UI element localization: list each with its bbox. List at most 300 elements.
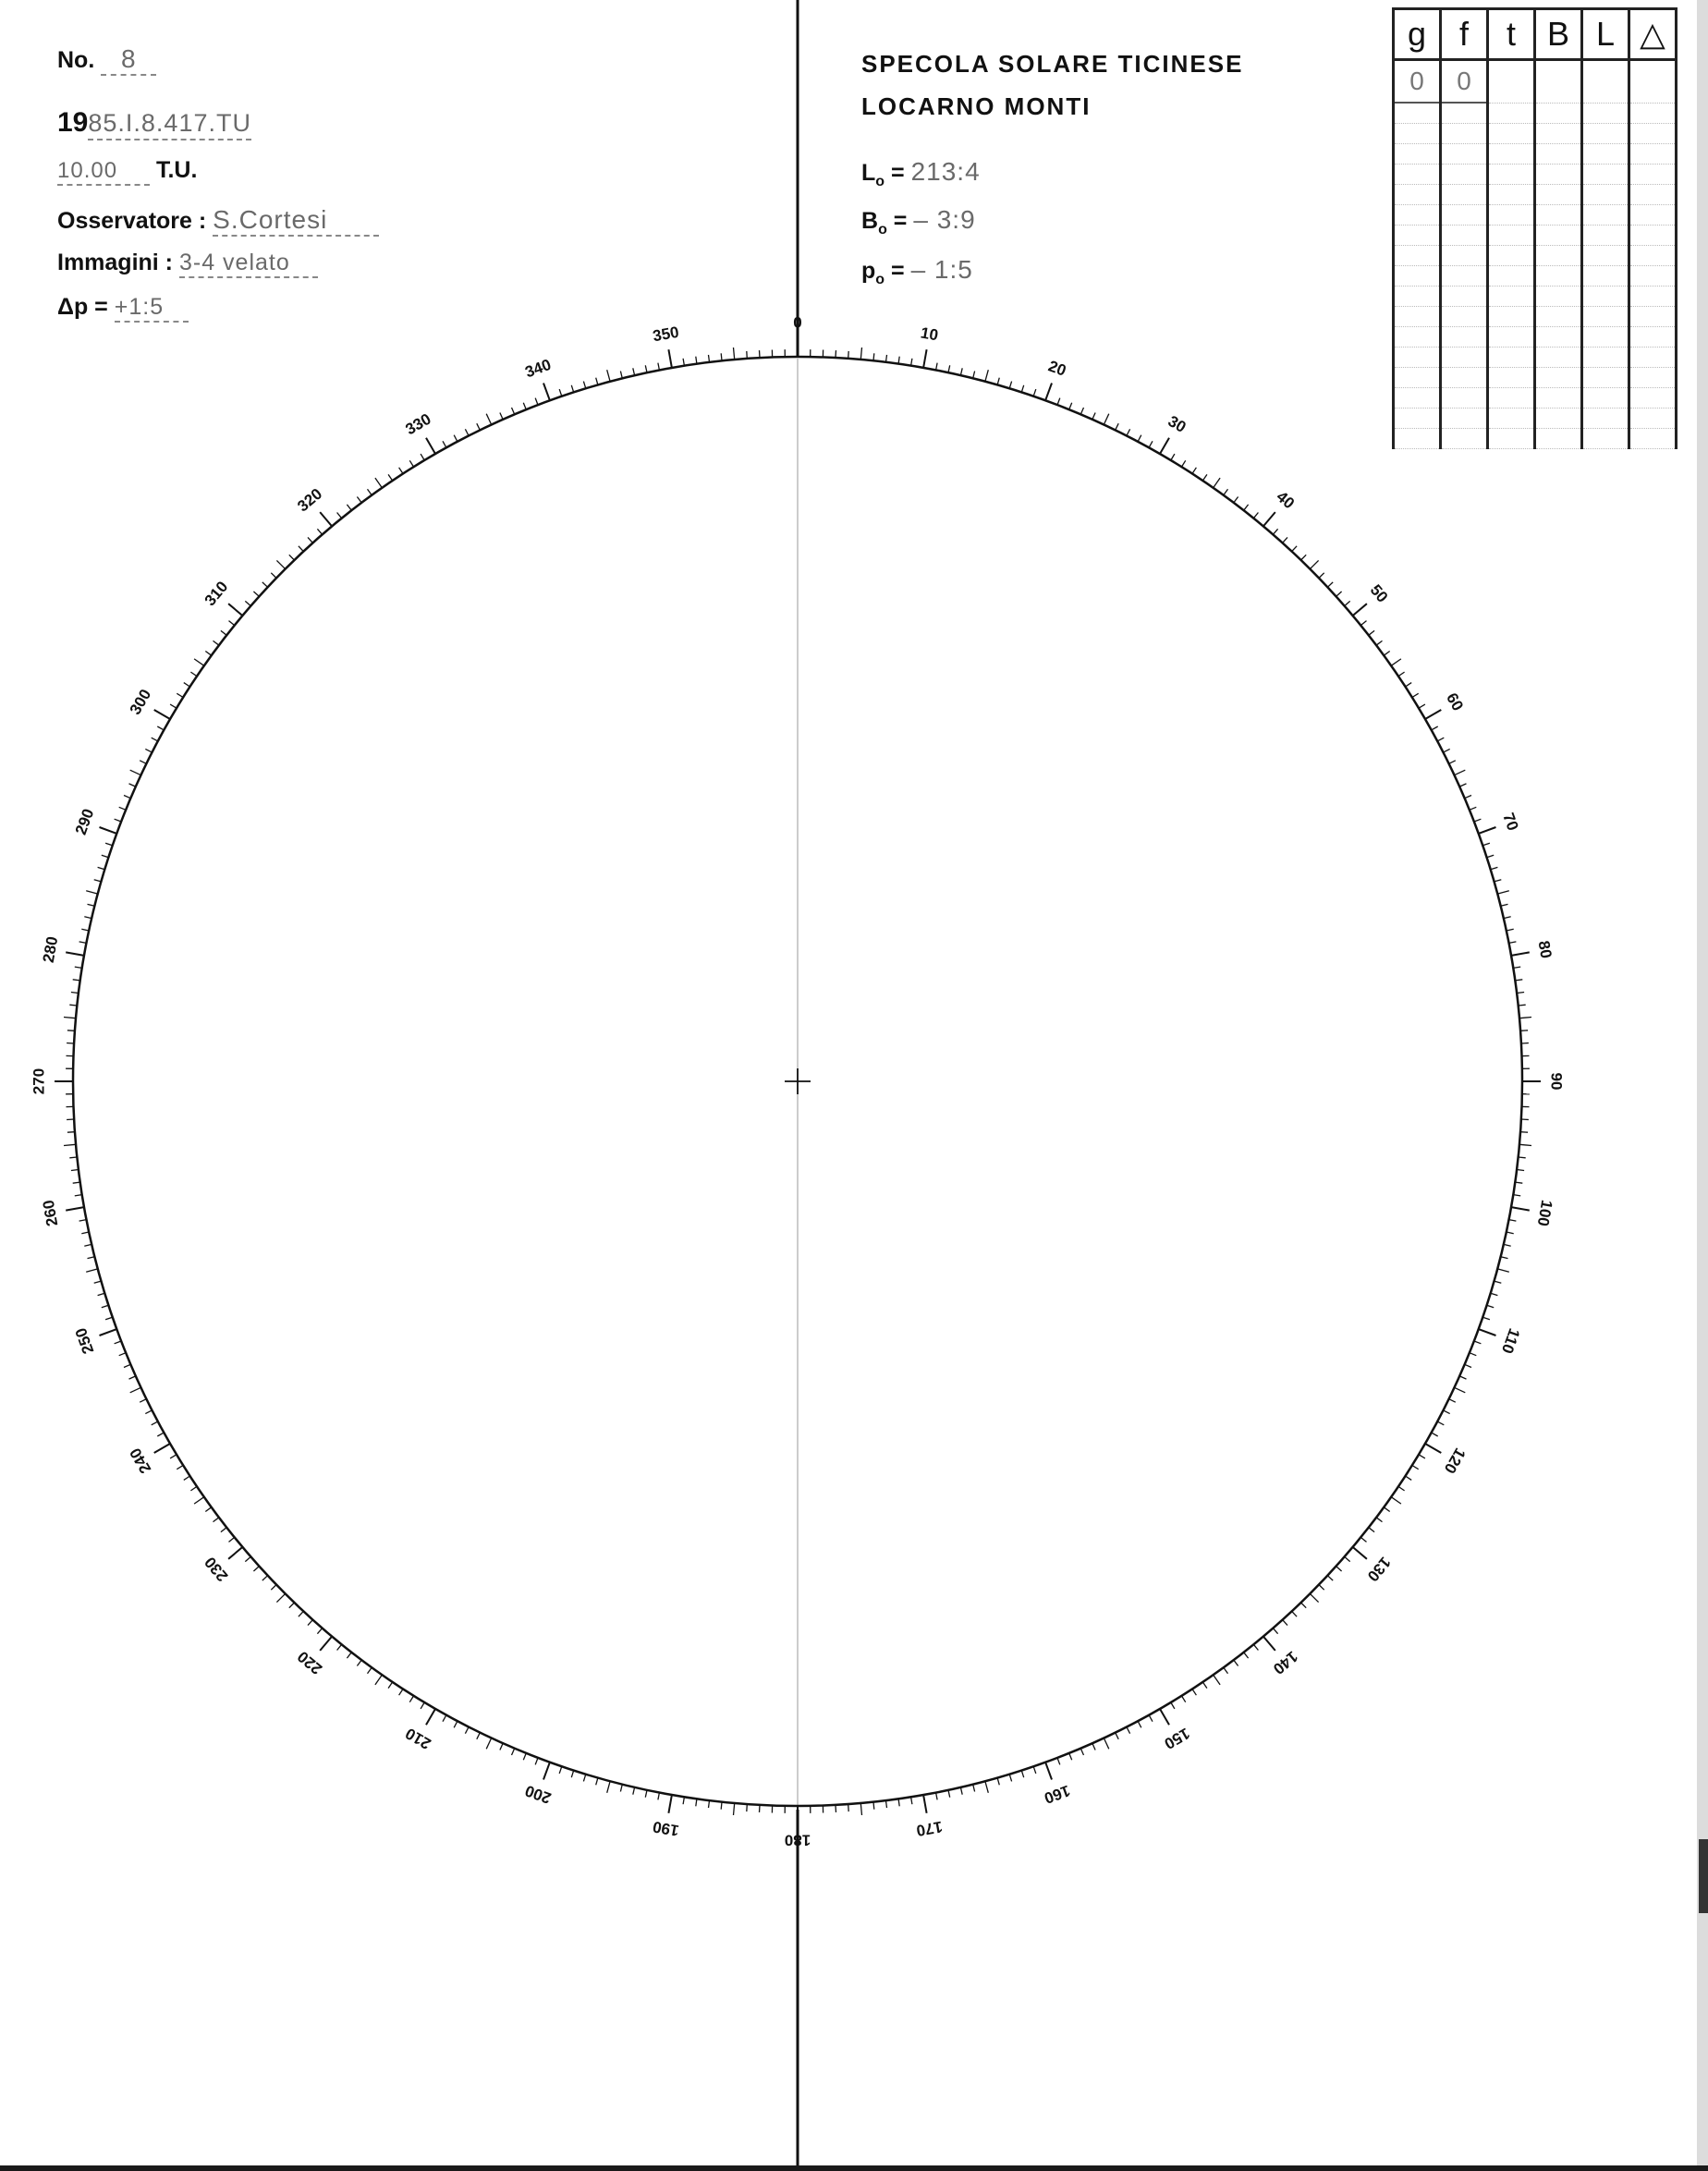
degree-tick xyxy=(262,1576,268,1580)
degree-tick xyxy=(1391,659,1401,665)
degree-tick xyxy=(140,761,146,764)
degree-label: 330 xyxy=(402,409,434,439)
degree-tick xyxy=(848,1804,849,1811)
cell-f: 0 xyxy=(1441,60,1488,104)
degree-tick xyxy=(1244,505,1249,510)
degree-tick xyxy=(1369,630,1374,635)
degree-tick xyxy=(633,368,635,375)
degree-tick xyxy=(1045,384,1052,401)
degree-tick xyxy=(98,1293,105,1295)
degree-tick xyxy=(1504,1244,1511,1246)
observer-label: Osservatore : xyxy=(57,208,207,234)
degree-tick xyxy=(658,1793,660,1800)
degree-label: 180 xyxy=(784,1831,811,1849)
degree-tick xyxy=(129,784,136,787)
degree-tick xyxy=(221,1528,226,1532)
degree-tick xyxy=(100,827,117,834)
degree-tick xyxy=(1491,1293,1498,1295)
degree-label: 80 xyxy=(1534,939,1556,960)
degree-tick xyxy=(886,355,887,362)
degree-tick xyxy=(245,601,250,605)
degree-tick xyxy=(985,370,988,382)
degree-tick xyxy=(1494,1281,1502,1283)
degree-label: 350 xyxy=(651,323,681,346)
degree-tick xyxy=(683,1797,684,1804)
degree-tick xyxy=(1104,1738,1109,1750)
degree-tick xyxy=(145,1410,152,1414)
degree-tick xyxy=(1419,704,1425,708)
degree-tick xyxy=(936,1793,938,1800)
degree-label: 100 xyxy=(1533,1198,1556,1228)
degree-tick xyxy=(500,1743,503,1750)
date-value: 85.I.8.417.TU xyxy=(88,109,251,137)
degree-label: 30 xyxy=(1165,412,1190,436)
degree-tick xyxy=(1509,1220,1517,1222)
degree-tick xyxy=(1507,1232,1514,1234)
degree-tick xyxy=(129,1376,136,1379)
degree-tick xyxy=(500,413,503,420)
degree-tick xyxy=(1021,1771,1023,1778)
degree-tick xyxy=(454,435,458,442)
degree-tick xyxy=(477,423,481,430)
degree-tick xyxy=(73,1182,80,1183)
degree-tick xyxy=(477,1733,481,1739)
degree-tick xyxy=(683,359,684,366)
degree-label: 250 xyxy=(71,1325,98,1357)
degree-tick xyxy=(228,1547,242,1559)
observatory-name: SPECOLA SOLARE TICINESE xyxy=(861,50,1244,78)
degree-tick xyxy=(1455,1387,1466,1393)
delta-p-label: Δp = xyxy=(57,294,108,320)
degree-tick xyxy=(1470,807,1476,810)
degree-tick xyxy=(1482,1317,1490,1320)
degree-tick xyxy=(747,1804,748,1811)
degree-tick xyxy=(124,1364,130,1367)
degree-label: 0 xyxy=(793,313,802,332)
degree-label: 280 xyxy=(39,934,62,965)
degree-tick xyxy=(73,980,80,981)
degree-tick xyxy=(157,726,164,730)
degree-tick xyxy=(1234,497,1238,503)
degree-tick xyxy=(1513,967,1520,968)
degree-tick xyxy=(317,1628,322,1634)
degree-tick xyxy=(79,1220,87,1222)
degree-tick xyxy=(1501,904,1508,906)
degree-tick xyxy=(1182,460,1186,467)
degree-tick xyxy=(194,1497,204,1504)
degree-tick xyxy=(308,537,312,543)
degree-tick xyxy=(1474,1341,1482,1344)
degree-tick xyxy=(229,1537,235,1542)
degree-tick xyxy=(66,1207,84,1211)
degree-tick xyxy=(1336,1567,1342,1571)
degree-tick xyxy=(1160,1709,1169,1725)
degree-tick xyxy=(337,513,342,518)
degree-tick xyxy=(221,630,226,635)
degree-tick xyxy=(873,353,874,360)
degree-tick xyxy=(1479,1329,1496,1336)
degree-tick xyxy=(421,1702,424,1709)
degree-tick xyxy=(66,952,84,956)
degree-tick xyxy=(262,582,268,587)
degree-tick xyxy=(1406,683,1412,687)
degree-tick xyxy=(1224,489,1228,494)
degree-label: 300 xyxy=(126,686,155,718)
degree-tick xyxy=(190,1486,197,1491)
degree-tick xyxy=(1521,1043,1529,1044)
degree-tick xyxy=(973,372,975,379)
degree-tick xyxy=(1283,537,1287,543)
degree-tick xyxy=(1192,1689,1196,1696)
degree-label: 40 xyxy=(1273,487,1299,513)
degree-tick xyxy=(119,1353,126,1356)
sheet-bottom-edge xyxy=(0,2165,1708,2171)
degree-tick xyxy=(1497,891,1509,894)
degree-tick xyxy=(596,1778,598,1786)
degree-tick xyxy=(399,1689,403,1696)
degree-tick xyxy=(1419,1455,1425,1458)
degree-tick xyxy=(130,1387,141,1393)
degree-tick xyxy=(1369,1528,1374,1532)
header-B: B xyxy=(1535,9,1582,60)
degree-tick xyxy=(1214,478,1220,488)
delta-p-value: +1:5 xyxy=(114,294,165,320)
degree-tick xyxy=(67,1043,74,1044)
degree-tick xyxy=(1171,1702,1175,1709)
degree-tick xyxy=(177,693,183,697)
B0-eq: = xyxy=(893,208,908,234)
degree-tick xyxy=(1519,1005,1526,1006)
degree-tick xyxy=(1327,582,1333,587)
degree-tick xyxy=(320,512,332,526)
degree-tick xyxy=(152,1421,158,1425)
degree-label: 210 xyxy=(402,1724,434,1753)
degree-tick xyxy=(1310,1593,1318,1602)
L0-value: 213:4 xyxy=(910,157,981,186)
degree-tick xyxy=(543,1762,550,1780)
degree-tick xyxy=(1009,382,1011,389)
p0-eq: = xyxy=(891,258,905,284)
degree-tick xyxy=(228,604,242,616)
degree-tick xyxy=(960,1787,962,1795)
degree-tick xyxy=(1487,1305,1494,1307)
degree-tick xyxy=(1511,952,1530,956)
degree-tick xyxy=(88,904,95,906)
degree-tick xyxy=(69,1157,77,1158)
degree-tick xyxy=(1376,640,1382,645)
degree-tick xyxy=(357,1660,361,1665)
degree-tick xyxy=(1449,1399,1456,1403)
degree-tick xyxy=(1513,1195,1520,1196)
degree-tick xyxy=(1273,529,1277,534)
degree-tick xyxy=(71,993,79,994)
degree-tick xyxy=(596,378,598,385)
degree-tick xyxy=(1425,710,1441,719)
degree-tick xyxy=(388,474,393,481)
degree-tick xyxy=(620,372,622,379)
degree-tick xyxy=(154,1444,170,1453)
degree-tick xyxy=(409,460,413,467)
degree-tick xyxy=(1202,474,1207,481)
degree-tick xyxy=(1149,441,1153,447)
degree-tick xyxy=(1482,843,1490,846)
degree-tick xyxy=(1214,1675,1220,1685)
degree-tick xyxy=(71,1170,79,1171)
degree-tick xyxy=(668,1795,672,1813)
observer-value: S.Cortesi xyxy=(213,205,328,234)
degree-tick xyxy=(1336,592,1342,596)
degree-tick xyxy=(454,1721,458,1727)
degree-tick xyxy=(1171,454,1175,460)
degree-tick xyxy=(64,1144,76,1145)
degree-tick xyxy=(426,438,435,454)
degree-tick xyxy=(1406,1476,1412,1480)
degree-tick xyxy=(973,1785,975,1792)
degree-tick xyxy=(94,1281,102,1283)
degree-label: 10 xyxy=(919,323,940,345)
degree-label: 270 xyxy=(30,1067,48,1095)
degree-tick xyxy=(1465,1364,1471,1367)
cell-g: 0 xyxy=(1394,60,1441,104)
B0-sub: o xyxy=(878,222,887,238)
degree-tick xyxy=(696,357,697,364)
degree-tick xyxy=(559,389,562,396)
degree-tick xyxy=(1425,1444,1441,1453)
degree-tick xyxy=(1465,796,1471,799)
degree-tick xyxy=(1033,1766,1036,1774)
degree-tick xyxy=(1470,1353,1476,1356)
degree-tick xyxy=(170,1455,177,1458)
degree-tick xyxy=(886,1800,887,1808)
degree-tick xyxy=(1283,1620,1287,1626)
degree-tick xyxy=(512,1749,515,1755)
degree-tick xyxy=(320,1637,332,1651)
degree-label: 240 xyxy=(126,1445,155,1477)
time-label: T.U. xyxy=(155,157,198,183)
degree-tick xyxy=(1511,1207,1530,1211)
degree-tick xyxy=(1360,1537,1366,1542)
degree-tick xyxy=(1487,855,1494,857)
degree-tick xyxy=(1519,1144,1531,1145)
degree-tick xyxy=(543,384,550,401)
degree-tick xyxy=(465,429,469,435)
degree-tick xyxy=(1437,738,1444,741)
degree-tick xyxy=(1057,1758,1060,1765)
degree-tick xyxy=(184,683,190,687)
degree-tick xyxy=(1234,1660,1238,1665)
degree-tick xyxy=(1444,1410,1450,1414)
header-t: t xyxy=(1488,9,1535,60)
degree-tick xyxy=(1192,468,1196,474)
degree-tick xyxy=(760,350,761,358)
degree-label: 150 xyxy=(1161,1724,1193,1753)
degree-tick xyxy=(668,349,672,368)
degree-tick xyxy=(607,370,610,382)
degree-tick xyxy=(205,652,211,656)
degree-label: 140 xyxy=(1269,1647,1301,1678)
degree-tick xyxy=(734,1803,735,1815)
degree-label: 220 xyxy=(294,1647,326,1678)
degree-tick xyxy=(75,967,82,968)
p0-label: p xyxy=(861,258,876,284)
degree-tick xyxy=(948,365,950,372)
degree-tick xyxy=(375,1675,382,1685)
degree-tick xyxy=(1437,1421,1444,1425)
degree-tick xyxy=(1127,429,1130,435)
degree-tick xyxy=(997,378,999,385)
degree-tick xyxy=(86,891,98,894)
degree-tick xyxy=(1160,438,1169,454)
year-prefix: 19 xyxy=(57,107,89,138)
degree-tick xyxy=(1501,1257,1508,1259)
degree-tick xyxy=(94,880,102,882)
degree-tick xyxy=(1045,1762,1052,1780)
degree-tick xyxy=(67,1132,75,1133)
degree-tick xyxy=(1479,827,1496,834)
degree-tick xyxy=(1319,1585,1324,1591)
sheet-edge-shadow xyxy=(1699,1839,1708,1913)
degree-tick xyxy=(523,1753,526,1760)
degree-label: 160 xyxy=(1042,1781,1073,1808)
degree-tick xyxy=(1391,1497,1401,1504)
degree-tick xyxy=(1494,880,1502,882)
degree-tick xyxy=(1033,389,1036,396)
observatory-location: LOCARNO MONTI xyxy=(861,92,1092,120)
images-label: Immagini : xyxy=(57,250,174,275)
degree-tick xyxy=(571,1771,573,1778)
images-value: 3-4 velato xyxy=(178,250,290,275)
degree-tick xyxy=(960,368,962,375)
degree-tick xyxy=(559,1766,562,1774)
degree-tick xyxy=(190,672,197,677)
degree-tick xyxy=(1517,993,1524,994)
degree-tick xyxy=(1009,1775,1011,1782)
degree-tick xyxy=(747,351,748,359)
degree-tick xyxy=(119,807,126,810)
degree-label: 170 xyxy=(914,1817,945,1840)
degree-tick xyxy=(100,1329,117,1336)
degree-label: 110 xyxy=(1497,1325,1524,1356)
degree-tick xyxy=(84,917,92,919)
degree-tick xyxy=(1273,1628,1277,1634)
degree-tick xyxy=(1057,398,1060,406)
degree-tick xyxy=(1507,929,1514,931)
degree-tick xyxy=(88,1257,95,1259)
p0-value: – 1:5 xyxy=(910,255,973,284)
degree-tick xyxy=(308,1620,312,1626)
degree-label: 260 xyxy=(39,1198,62,1228)
degree-tick xyxy=(1116,423,1119,430)
degree-tick xyxy=(620,1785,622,1792)
L0-label: L xyxy=(861,160,876,186)
degree-tick xyxy=(1449,761,1456,764)
B0-value: – 3:9 xyxy=(913,205,976,234)
degree-tick xyxy=(1263,512,1275,526)
time-value: 10.00 xyxy=(57,158,118,183)
degree-tick xyxy=(1432,1433,1438,1436)
degree-tick xyxy=(75,1195,82,1196)
degree-tick xyxy=(214,640,219,645)
degree-tick xyxy=(347,1653,351,1658)
p0-sub: o xyxy=(875,272,885,287)
degree-tick xyxy=(317,529,322,534)
degree-tick xyxy=(1021,385,1023,393)
degree-tick xyxy=(443,1715,446,1722)
degree-tick xyxy=(184,1476,190,1480)
degree-tick xyxy=(911,1797,912,1804)
header-delta: △ xyxy=(1629,9,1677,60)
degree-tick xyxy=(299,546,303,552)
degree-tick xyxy=(124,796,130,799)
degree-tick xyxy=(115,819,122,822)
L0-eq: = xyxy=(891,160,905,186)
degree-tick xyxy=(607,1781,610,1793)
degree-tick xyxy=(1509,942,1517,944)
degree-tick xyxy=(1345,1556,1350,1561)
degree-tick xyxy=(1301,555,1307,560)
degree-tick xyxy=(1092,413,1095,420)
degree-tick xyxy=(645,365,647,372)
degree-tick xyxy=(1069,1753,1072,1760)
degree-tick xyxy=(512,408,515,414)
degree-tick xyxy=(105,843,113,846)
degree-tick xyxy=(426,1709,435,1725)
degree-tick xyxy=(276,1593,285,1602)
degree-tick xyxy=(229,621,235,626)
degree-tick xyxy=(1244,1653,1249,1658)
degree-tick xyxy=(1521,1119,1529,1120)
degree-tick xyxy=(1104,414,1109,425)
degree-tick xyxy=(911,359,912,366)
degree-tick xyxy=(1202,1682,1207,1689)
degree-tick xyxy=(145,749,152,752)
degree-tick xyxy=(1384,652,1389,656)
degree-tick xyxy=(1224,1667,1228,1673)
degree-tick xyxy=(276,560,285,568)
degree-tick xyxy=(157,1433,164,1436)
degree-label: 310 xyxy=(201,578,232,610)
degree-tick xyxy=(102,1305,109,1307)
degree-tick xyxy=(1515,1182,1522,1183)
degree-tick xyxy=(535,1758,538,1765)
degree-tick xyxy=(140,1399,146,1403)
degree-tick xyxy=(86,1269,98,1272)
degree-label: 90 xyxy=(1547,1072,1566,1091)
degree-tick xyxy=(154,710,170,719)
degree-tick xyxy=(1182,1696,1186,1702)
degree-tick xyxy=(1515,980,1522,981)
degree-tick xyxy=(177,1466,183,1470)
degree-tick xyxy=(1327,1576,1333,1580)
degree-tick xyxy=(67,1119,74,1120)
degree-tick xyxy=(1491,867,1498,869)
degree-tick xyxy=(81,1232,89,1234)
degree-tick xyxy=(873,1802,874,1810)
degree-label: 190 xyxy=(651,1817,681,1840)
B0-label: B xyxy=(861,208,879,234)
degree-tick xyxy=(985,1781,988,1793)
header-L: L xyxy=(1582,9,1629,60)
degree-tick xyxy=(1474,819,1482,822)
degree-tick xyxy=(1319,573,1324,579)
degree-tick xyxy=(1459,784,1466,787)
degree-tick xyxy=(696,1799,697,1806)
degree-tick xyxy=(152,738,158,741)
L0-sub: o xyxy=(875,174,885,189)
degree-tick xyxy=(1310,560,1318,568)
degree-tick xyxy=(1398,672,1405,677)
degree-tick xyxy=(734,348,735,360)
